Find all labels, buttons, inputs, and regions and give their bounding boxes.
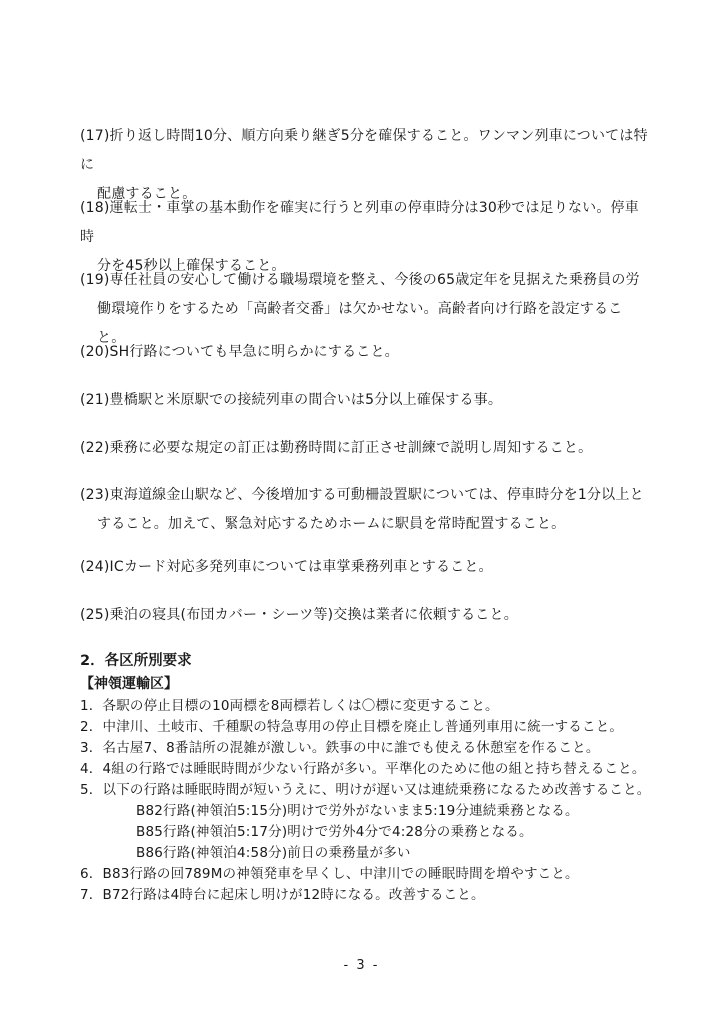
item-line-cont: すること。加えて、緊急対応するためホームに駅員を常時配置すること。 — [97, 516, 566, 532]
list-item: 2．中津川、土岐市、千種駅の特急専用の停止目標を廃止し普通列車用に統一すること。 — [80, 719, 624, 735]
demand-item-25 — [80, 601, 650, 630]
list-item: 3．名古屋7、8番詰所の混雑が激しい。鉄事の中に誰でも使える休憩室を作ること。 — [80, 740, 600, 756]
demand-item-24 — [80, 553, 650, 582]
list-item: 7．B72行路は4時台に起床し明けが12時になる。改善すること。 — [80, 887, 485, 903]
item-line: (21)豊橋駅と米原駅での接続列車の間合いは5分以上確保する事。 — [80, 392, 503, 408]
item-line: (18)運転士・車掌の基本動作を確実に行うと列車の停車時分は30秒では足りない。停車時 — [80, 200, 639, 245]
demand-item-23 — [80, 481, 650, 539]
demand-item-21 — [80, 386, 650, 415]
demand-item-20 — [80, 338, 650, 367]
request-list — [80, 696, 680, 906]
item-line-cont: 配慮すること。 — [97, 186, 197, 202]
list-item: 4．4組の行路では睡眠時間が少ない行路が多い。平準化のために他の組と持ち替えること。 — [80, 761, 646, 777]
item-line-cont: 分を45秒以上確保すること。 — [97, 258, 286, 274]
page-number: - 3 - — [343, 958, 380, 973]
demand-item-22 — [80, 434, 650, 463]
item-line: (17)折り返し時間10分、順方向乗り継ぎ5分を確保すること。ワンマン列車については特に — [80, 128, 648, 173]
list-item: 1．各駅の停止目標の10両標を8両標若しくは〇標に変更すること。 — [80, 698, 499, 714]
item-line: (22)乗務に必要な規定の訂正は勤務時間に訂正させ訓練で説明し周知すること。 — [80, 440, 593, 456]
item-line-cont: 働環境作りをするため「高齢者交番」は欠かせない。高齢者向け行路を設定すること。 — [97, 301, 623, 346]
item-line: (20)SH行路についても早急に明らかにすること。 — [80, 344, 399, 360]
sub-heading: 【神領運輸区】 — [80, 676, 178, 692]
list-subitem: B82行路(神領泊5:15分)明けで労外がないまま5:19分連続乗務となる。 — [136, 803, 579, 819]
item-line: (19)専任社員の安心して働ける職場環境を整え、今後の65歳定年を見据えた乗務員の労 — [80, 272, 640, 288]
item-line: (23)東海道線金山駅など、今後増加する可動柵設置駅については、停車時分を1分以上と — [80, 487, 644, 503]
item-line: (24)ICカード対応多発列車については車掌乗務列車とすること。 — [80, 559, 493, 575]
list-item: 5．以下の行路は睡眠時間が短いうえに、明けが遅い又は連続乗務になるため改善すること。 — [80, 782, 651, 798]
list-subitem: B85行路(神領泊5:17分)明けで労外4分で4:28分の乗務となる。 — [136, 824, 533, 840]
item-line: (25)乗泊の寝具(布団カバー・シーツ等)交換は業者に依頼すること。 — [80, 607, 518, 623]
section-heading: 2．各区所別要求 — [80, 653, 192, 669]
list-subitem: B86行路(神領泊4:58分)前日の乗務量が多い — [136, 845, 411, 861]
list-item: 6．B83行路の回789Mの神領発車を早くし、中津川での睡眠時間を増やすこと。 — [80, 866, 579, 882]
